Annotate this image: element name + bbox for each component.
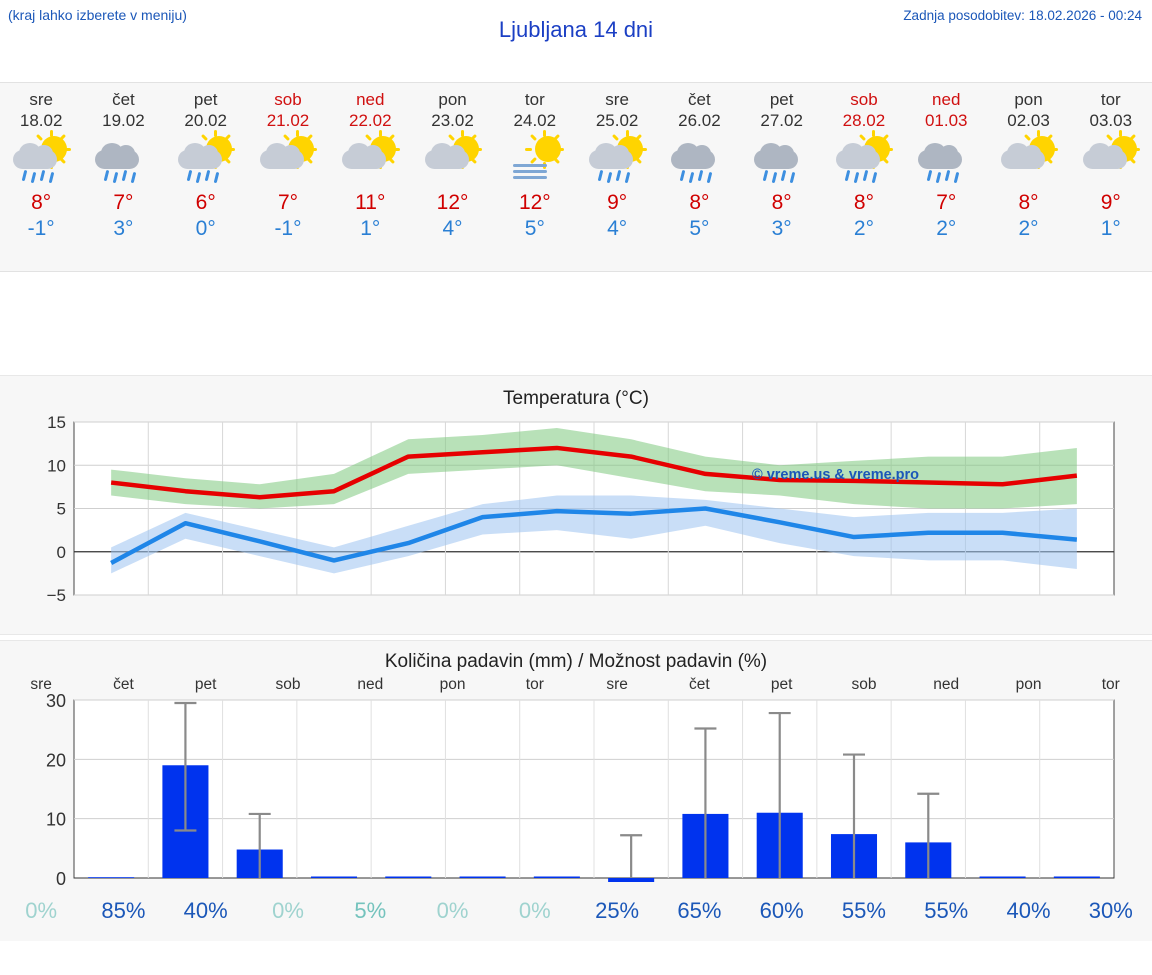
day-date: 23.02 — [431, 111, 474, 130]
temp-min: 1° — [360, 217, 381, 240]
temp-max: 8° — [689, 191, 710, 214]
temperature-chart-block — [0, 375, 1152, 635]
temp-min: -1° — [27, 217, 55, 240]
precip-probability: 55% — [841, 898, 886, 923]
day-date: 03.03 — [1089, 111, 1133, 130]
forecast-day-column[interactable] — [987, 83, 1069, 271]
forecast-day-column[interactable] — [247, 83, 329, 271]
page-title: Ljubljana 14 dni — [498, 17, 654, 42]
temp-min: 0° — [195, 217, 216, 240]
precip-probability: 0% — [25, 898, 58, 923]
forecast-day-column[interactable] — [1070, 83, 1152, 271]
day-of-week: tor — [524, 90, 545, 109]
precip-probability: 40% — [1006, 898, 1051, 923]
temp-max: 11° — [355, 191, 386, 214]
day-of-week: sre — [29, 90, 53, 109]
temp-min: 3° — [113, 217, 134, 240]
day-date: 02.03 — [1007, 111, 1050, 130]
precipitation-probability-row — [0, 898, 1152, 924]
temperature-chart — [16, 410, 1136, 615]
temp-min: 2° — [853, 217, 874, 240]
day-of-week: sre — [605, 90, 629, 109]
temp-max: 12° — [518, 191, 551, 214]
svg-text:5: 5 — [56, 499, 66, 519]
forecast-day-column[interactable] — [411, 83, 493, 271]
cloud-rain-icon — [91, 134, 155, 186]
last-updated-label: Zadnja posodobitev: 18.02.2026 - 00:24 — [903, 8, 1142, 23]
temp-max: 7° — [936, 191, 957, 214]
day-date: 25.02 — [595, 111, 639, 130]
temp-max: 7° — [277, 191, 299, 214]
day-date: 18.02 — [19, 111, 63, 130]
temp-max: 9° — [607, 191, 628, 214]
cloud-rain-icon — [667, 134, 731, 186]
temp-max: 8° — [1018, 191, 1039, 214]
precip-day-label: ned — [357, 676, 384, 693]
precip-day-label: sre — [606, 676, 628, 693]
precip-day-label: ned — [933, 676, 960, 693]
day-date: 01.03 — [924, 111, 968, 130]
day-of-week: čet — [112, 90, 135, 109]
day-of-week: pet — [769, 90, 794, 109]
precip-probability: 0% — [272, 898, 304, 923]
temp-max: 7° — [113, 191, 134, 214]
day-date: 19.02 — [102, 111, 145, 130]
temp-min: 4° — [442, 217, 463, 240]
forecast-day-column[interactable] — [329, 83, 411, 271]
forecast-day-strip — [0, 82, 1152, 272]
day-of-week: pet — [193, 90, 218, 109]
temp-min: 5° — [689, 217, 710, 240]
forecast-day-column[interactable] — [658, 83, 740, 271]
temp-max: 8° — [31, 191, 52, 214]
sun-cloud-rain-icon — [585, 134, 649, 186]
day-of-week: sob — [850, 90, 878, 109]
temp-max: 8° — [853, 191, 874, 214]
day-of-week: tor — [1100, 90, 1121, 109]
sun-cloud-icon — [338, 134, 402, 186]
svg-text:0: 0 — [56, 542, 66, 562]
precip-probability: 25% — [595, 898, 640, 923]
precip-day-label: tor — [1101, 676, 1120, 693]
precip-probability: 85% — [101, 898, 146, 923]
sun-cloud-rain-icon — [832, 134, 896, 186]
menu-hint: (kraj lahko izberete v meniju) — [8, 7, 187, 23]
precip-day-label: pon — [439, 676, 466, 693]
precip-day-label: pon — [1015, 676, 1042, 693]
precip-day-label: sob — [851, 676, 877, 693]
sun-cloud-icon — [421, 134, 485, 186]
temp-max: 9° — [1100, 191, 1121, 214]
day-of-week: pon — [1014, 90, 1043, 109]
day-date: 22.02 — [348, 111, 392, 130]
forecast-day-column[interactable] — [494, 83, 576, 271]
temp-max: 6° — [195, 191, 216, 214]
cloud-rain-icon — [914, 134, 978, 186]
precip-probability: 0% — [518, 898, 551, 923]
cloud-rain-icon — [750, 134, 814, 186]
temp-min: 2° — [936, 217, 957, 240]
temp-min: 2° — [1018, 217, 1039, 240]
precipitation-chart — [16, 690, 1136, 905]
svg-text:10: 10 — [47, 456, 66, 476]
day-of-week: ned — [356, 90, 385, 109]
forecast-day-column[interactable] — [823, 83, 905, 271]
forecast-day-column[interactable] — [905, 83, 987, 271]
forecast-day-column[interactable] — [0, 83, 82, 271]
precip-day-label: sre — [30, 676, 52, 693]
precip-probability: 60% — [759, 898, 804, 923]
forecast-day-column[interactable] — [165, 83, 247, 271]
page-header — [0, 0, 1152, 48]
temp-max: 8° — [771, 191, 792, 214]
temp-min: 5° — [524, 217, 545, 240]
precip-probability: 30% — [1088, 898, 1133, 923]
day-date: 21.02 — [266, 111, 310, 130]
precip-day-label: pet — [194, 676, 217, 693]
temp-min: 1° — [1100, 217, 1121, 240]
svg-text:30: 30 — [45, 691, 66, 711]
precip-probability: 40% — [183, 898, 228, 923]
precip-probability: 65% — [677, 898, 722, 923]
svg-text:0: 0 — [55, 869, 66, 889]
svg-text:10: 10 — [45, 809, 66, 830]
day-of-week: sob — [274, 90, 302, 109]
sun-cloud-rain-icon — [174, 134, 238, 186]
credit-label: © vreme.us & vreme.pro — [752, 467, 920, 483]
sun-cloud-icon — [997, 134, 1061, 186]
precip-probability: 0% — [436, 898, 469, 923]
svg-text:15: 15 — [47, 413, 66, 432]
temp-min: -1° — [274, 217, 302, 240]
day-of-week: čet — [688, 90, 711, 109]
precip-day-label: sob — [275, 676, 301, 693]
sun-fog-icon — [503, 134, 567, 186]
forecast-day-column[interactable] — [741, 83, 823, 271]
temp-min: 4° — [607, 217, 628, 240]
forecast-day-column[interactable] — [576, 83, 658, 271]
day-date: 24.02 — [513, 111, 557, 130]
day-of-week: ned — [932, 90, 961, 109]
precipitation-chart-title: Količina padavin (mm) / Možnost padavin (%) — [384, 651, 768, 672]
precip-day-label: tor — [525, 676, 544, 693]
precip-probability: 5% — [354, 898, 387, 923]
day-date: 20.02 — [184, 111, 227, 130]
day-date: 26.02 — [678, 111, 721, 130]
sun-cloud-icon — [256, 134, 320, 186]
sun-cloud-rain-icon — [9, 134, 73, 186]
forecast-day-column[interactable] — [82, 83, 164, 271]
precip-day-label: pet — [770, 676, 793, 693]
precip-probability: 55% — [924, 898, 969, 923]
temp-max: 12° — [436, 191, 469, 214]
day-of-week: pon — [438, 90, 467, 109]
svg-text:−5: −5 — [46, 586, 66, 605]
precip-day-label: čet — [689, 676, 710, 693]
day-date: 27.02 — [760, 111, 803, 130]
temp-min: 3° — [771, 217, 792, 240]
temperature-chart-title: Temperatura (°C) — [503, 388, 649, 409]
svg-text:20: 20 — [45, 750, 66, 771]
sun-cloud-icon — [1079, 134, 1143, 186]
precip-day-label: čet — [113, 676, 134, 693]
day-date: 28.02 — [842, 111, 886, 130]
